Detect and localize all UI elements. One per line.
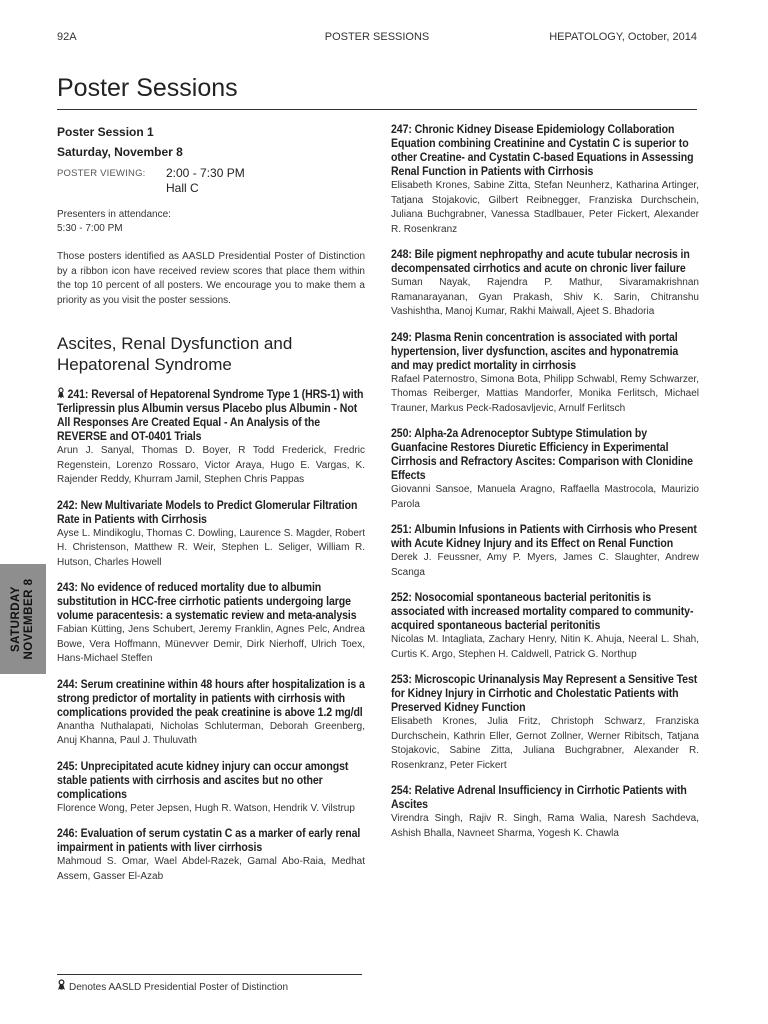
abstract-title [57, 387, 365, 443]
abstract-246 [57, 826, 365, 884]
abstract-authors: Elisabeth Krones, Sabine Zitta, Stefan Neunherz, Katharina Artinger, Tatjana Stojakovic, Gilbert Reibnegger, Franziska Durchschein, Juliana Buchgrabner, Vanessa Stadlbauer, Peter Fickert, Alexander R. Rosenkranz [391, 180, 699, 235]
side-tab-date: NOVEMBER 8 [23, 578, 35, 660]
abstract-251 [391, 522, 699, 580]
abstract-title: 251: Albumin Infusions in Patients with Cirrhosis who Present with Acute Kidney Injury and its Effect on Renal Function [391, 522, 697, 550]
intro-paragraph: Those posters identified as AASLD Presidential Poster of Distinction by a ribbon icon have received review scores that place them within the top 10 percent of all posters. We encourage you to make them a priority as you visit the poster sessions. [57, 251, 365, 306]
abstract-241 [57, 387, 365, 488]
abstract-245 [57, 759, 365, 817]
title-rule [57, 109, 697, 110]
viewing-time: 2:00 - 7:30 PM [166, 166, 245, 180]
left-column [57, 122, 365, 884]
abstract-authors: Florence Wong, Peter Jepsen, Hugh R. Watson, Hendrik V. Vilstrup [57, 802, 355, 814]
attendance-label: Presenters in attendance: [57, 209, 171, 220]
abstract-title: 245: Unprecipitated acute kidney injury can occur amongst stable patients with cirrhosis and ascites but no other complications [57, 758, 349, 801]
abstract-247 [391, 122, 699, 237]
abstract-authors: Ayse L. Mindikoglu, Thomas C. Dowling, Laurence S. Magder, Robert H. Christenson, Matthew R. Weir, Stephen L. Seliger, William R. Hutson, Charles Howell [57, 527, 365, 568]
abstract-title: 246: Evaluation of serum cystatin C as a marker of early renal impairment in patients with liver cirrhosis [57, 826, 361, 854]
abstract-244 [57, 677, 365, 749]
attendance-time: 5:30 - 7:00 PM [57, 223, 123, 234]
abstract-253 [391, 672, 699, 773]
journal-issue: HEPATOLOGY, October, 2014 [549, 31, 697, 43]
abstract-authors: Giovanni Sansoe, Manuela Aragno, Raffaella Mastrocola, Maurizio Parola [391, 484, 699, 510]
abstract-authors: Virendra Singh, Rajiv R. Singh, Rama Walia, Naresh Sachdeva, Ashish Bhalla, Navneet Sharma, Yogesh K. Chawla [391, 813, 699, 839]
attendance [57, 208, 365, 236]
abstract-title: 253: Microscopic Urinanalysis May Represent a Sensitive Test for Kidney Injury in Cirrhotic and Cholestatic Patients with Preserved Kidney Function [391, 672, 698, 714]
abstract-title: 254: Relative Adrenal Insufficiency in Cirrhotic Patients with Ascites [391, 783, 687, 811]
abstract-authors: Derek J. Feussner, Amy P. Myers, James C. Slaughter, Andrew Scanga [391, 552, 699, 578]
abstract-authors: Arun J. Sanyal, Thomas D. Boyer, R Todd Frederick, Fredric Regenstein, Lorenzo Rossaro, Victor Araya, Hugo E. Vargas, K. Rajender Reddy, Khurram Jamil, Stephen Chris Pappas [57, 445, 365, 485]
abstract-title: 242: New Multivariate Models to Predict Glomerular Filtration Rate in Patients with Cirrhosis [57, 497, 358, 526]
running-section: POSTER SESSIONS [324, 31, 430, 43]
abstract-title-text: 241: Reversal of Hepatorenal Syndrome Type 1 (HRS-1) with Terlipressin plus Albumin versus Placebo plus Albumin - Not All Responses Are Created Equal - An Analysis of the REVERSE and OT-0401 Trials [57, 387, 364, 443]
poster-viewing [57, 166, 365, 196]
abstract-252 [391, 590, 699, 662]
session-date: Saturday, November 8 [57, 145, 183, 159]
date-side-tab [0, 564, 46, 674]
abstract-title: 243: No evidence of reduced mortality due to albumin substitution in HCC-free cirrhotic patients undergoing large volume paracentesis: a systematic review and meta-analysis [57, 580, 357, 622]
abstract-authors: Nicolas M. Intagliata, Zachary Henry, Nitin K. Ahuja, Neeral L. Shah, Curtis K. Argo, Stephen H. Caldwell, Patrick G. Northup [391, 634, 699, 660]
footnote [57, 979, 288, 993]
side-tab-text [10, 564, 36, 674]
abstract-title: 249: Plasma Renin concentration is associated with portal hypertension, liver dysfunction, ascites and hyponatremia and may predict mortality in cirrhosis [391, 329, 679, 372]
session-name: Poster Session 1 [57, 125, 154, 139]
side-tab-day: SATURDAY [10, 586, 22, 652]
abstract-249 [391, 330, 699, 417]
abstract-254 [391, 783, 699, 841]
page-title: Poster Sessions [57, 74, 238, 102]
running-header [57, 31, 697, 45]
footnote-text: Denotes AASLD Presidential Poster of Distinction [69, 982, 288, 993]
abstract-authors: Fabian Kütting, Jens Schubert, Jeremy Franklin, Agnes Pelc, Andrea Bowe, Vera Hoffmann, Münevver Demir, Dirk Nierhoff, Ulrich Toex, Hans-Michael Steffen [57, 624, 365, 664]
abstract-title: 244: Serum creatinine within 48 hours after hospitalization is a strong predictor of mortality in patients with cirrhosis with complications provided the peak creatinine is above 1.2 mg/dl [57, 676, 365, 719]
abstract-authors: Mahmoud S. Omar, Wael Abdel-Razek, Gamal Abo-Raia, Medhat Assem, Gasser El-Azab [57, 856, 365, 882]
abstract-250 [391, 426, 699, 512]
page-number: 92A [57, 31, 77, 43]
abstract-248 [391, 247, 699, 320]
abstract-authors: Anantha Nuthalapati, Nicholas Schluterman, Deborah Greenberg, Anuj Khanna, Paul J. Thuluvath [57, 720, 365, 746]
section-heading: Ascites, Renal Dysfunction and Hepatorenal Syndrome [57, 334, 293, 374]
viewing-place: Hall C [166, 181, 199, 195]
ribbon-icon [57, 979, 66, 991]
footnote-rule [57, 974, 362, 975]
abstract-243 [57, 580, 365, 667]
abstract-242 [57, 498, 365, 571]
abstract-authors: Elisabeth Krones, Julia Fritz, Christoph Schwarz, Franziska Durchschein, Kathrin Eller, Gernot Zollner, Werner Ribitsch, Tatjana Stojakovic, Sabine Zitta, Juliana Buchgrabner, Alexander R. Rosenkranz, Peter Fickert [391, 716, 699, 771]
abstract-authors: Rafael Paternostro, Simona Bota, Philipp Schwabl, Remy Schwarzer, Thomas Reiberger, Mattias Mandorfer, Monika Ferlitsch, Michael Trauner, Markus Peck-Radosavljevic, Arnulf Ferlitsch [391, 373, 699, 414]
abstract-title: 247: Chronic Kidney Disease Epidemiology Collaboration Equation combining Creatinine and Cystatin C is superior to other Creatine- and Cystatin C-based Equations in Assessing Renal Function in Patients with Cirrhosis [391, 122, 694, 178]
abstract-title: 248: Bile pigment nephropathy and acute tubular necrosis in decompensated cirrhotics and acute on chronic liver failure [391, 247, 690, 275]
abstract-authors: Suman Nayak, Rajendra P. Mathur, Sivaramakrishnan Ramanarayanan, Gyan Prakash, Shiv K. Sarin, Chitranshu Vashishtha, Manoj Kumar, Rakhi Maiwall, Ajeet S. Bhadoria [391, 277, 699, 317]
ribbon-icon [57, 387, 65, 399]
viewing-label: POSTER VIEWING: [57, 168, 146, 179]
right-column [391, 122, 699, 841]
abstract-title: 252: Nosocomial spontaneous bacterial peritonitis is associated with increased mortality compared to community-acquired spontaneous bacterial peritonitis [391, 590, 694, 632]
abstract-title: 250: Alpha-2a Adrenoceptor Subtype Stimulation by Guanfacine Restores Diuretic Efficiency in Experimental Cirrhosis and Refractory Ascites: Comparison with Clonidine Effects [391, 426, 693, 482]
